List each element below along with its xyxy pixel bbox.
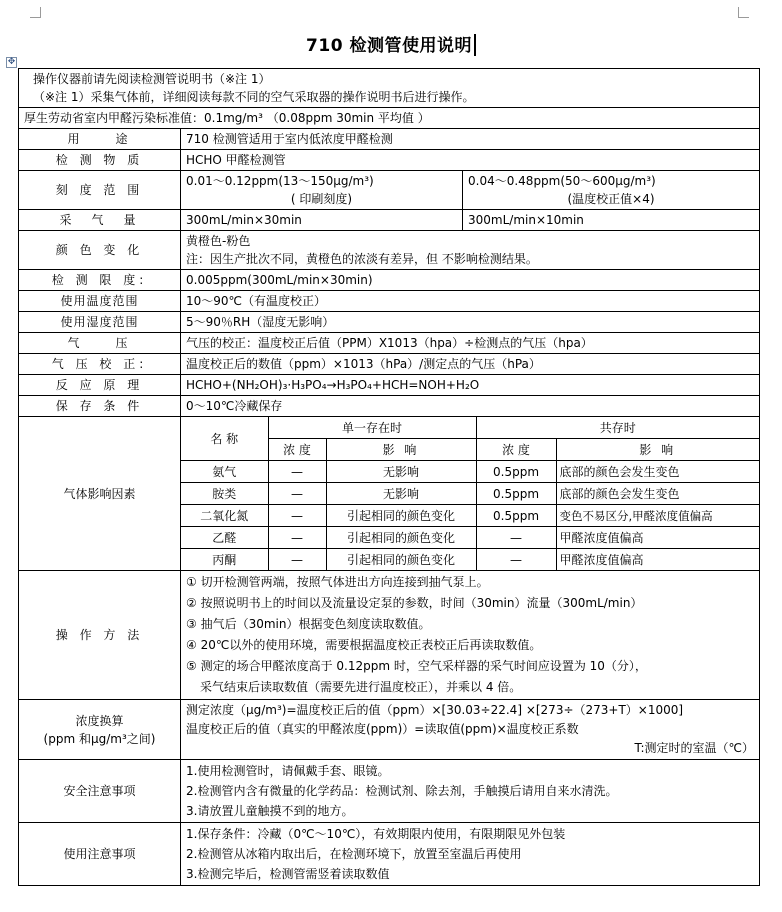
- substance-row: [19, 150, 760, 171]
- range-left-line-2: ( 印刷刻度): [290, 192, 353, 206]
- gas-item-row: [181, 527, 759, 549]
- gas-item-row: [181, 549, 759, 571]
- pressure-correction-label: 气 压 校 正:: [19, 354, 181, 375]
- range-right-line-1: 0.04～0.48ppm(50～600μg/m³): [468, 174, 656, 188]
- operation-step: ④ 20℃以外的使用环境，需要根据温度校正表校正后再读取数值。: [186, 638, 542, 652]
- gas-header-row-2: [181, 439, 759, 461]
- safety-row: [19, 760, 760, 823]
- humidity-value: 5～90％RH（湿度无影响）: [181, 312, 760, 333]
- temp-value: 10～90℃（有温度校正）: [181, 291, 760, 312]
- gas-item-coexist-effect: 甲醛浓度值偏高: [556, 527, 759, 549]
- gas-single-conc-header: 浓 度: [268, 439, 326, 461]
- gas-coexist-effect-header: 影 响: [556, 439, 759, 461]
- gas-item-row: [181, 461, 759, 483]
- pressure-label: 气 压: [19, 333, 181, 354]
- gas-name-header: 名 称: [181, 417, 268, 461]
- gas-item-single-effect: 引起相同的颜色变化: [326, 527, 476, 549]
- pressure-correction-row: [19, 354, 760, 375]
- operation-step: ⑤ 测定的场合甲醛浓度高于 0.12ppm 时，空气采样器的采气时间应设置为 10（分），: [186, 659, 647, 673]
- usage-label: 用 途: [19, 129, 181, 150]
- sampling-left: 300mL/min×30min: [181, 210, 463, 231]
- sampling-right: 300mL/min×10min: [463, 210, 760, 231]
- gas-single-effect-header: 影 响: [326, 439, 476, 461]
- color-line-1: 黄橙色-粉色: [186, 234, 251, 248]
- gas-item-single-conc: —: [268, 461, 326, 483]
- intro-line-1: 操作仪器前请先阅读检测管说明书（※注 1）: [33, 72, 271, 86]
- sampling-label: 采 气 量: [19, 210, 181, 231]
- gas-item-coexist-conc: 0.5ppm: [476, 483, 556, 505]
- humidity-row: [19, 312, 760, 333]
- gas-item-single-conc: —: [268, 549, 326, 571]
- notes-item: 1.保存条件：冷藏（0℃～10℃），有效期限内使用，有限期限见外包装: [186, 827, 566, 841]
- operation-step: ① 切开检测管两端，按照气体进出方向连接到抽气泵上。: [186, 575, 489, 589]
- table-move-handle-icon[interactable]: ✥: [7, 57, 16, 67]
- safety-label: 安全注意事项: [19, 760, 181, 823]
- range-right-line-2: (温度校正值×4): [567, 192, 655, 206]
- page-corner-mark-right: [738, 7, 749, 18]
- substance-value: HCHO 甲醛检测管: [181, 150, 760, 171]
- usage-value: 710 检测管适用于室内低浓度甲醛检测: [181, 129, 760, 150]
- gas-item-single-conc: —: [268, 483, 326, 505]
- operation-label: 操 作 方 法: [19, 571, 181, 700]
- safety-item: 2.检测管内含有微量的化学药品：检测试剂、除去剂，手触摸后请用自来水清洗。: [186, 784, 618, 798]
- gas-item-coexist-effect: 变色不易区分,甲醛浓度值偏高: [556, 505, 759, 527]
- range-left-line-1: 0.01～0.12ppm(13～150μg/m³): [186, 174, 374, 188]
- instruction-table: [18, 68, 760, 886]
- color-label: 颜 色 变 化: [19, 231, 181, 270]
- operation-step-continuation: 采气结束后读取数值（需要先进行温度校正），并乘以 4 倍。: [200, 680, 522, 694]
- gas-item-coexist-conc: —: [476, 549, 556, 571]
- gas-item-single-effect: 引起相同的颜色变化: [326, 505, 476, 527]
- pressure-row: [19, 333, 760, 354]
- title-area: [0, 31, 782, 56]
- pressure-value: 气压的校正：温度校正后值（PPM）X1013（hpa）÷检测点的气压（hpa）: [181, 333, 760, 354]
- sampling-row: [19, 210, 760, 231]
- text-cursor: [474, 34, 476, 56]
- gas-item-single-effect: 无影响: [326, 461, 476, 483]
- gas-item-single-effect: 引起相同的颜色变化: [326, 549, 476, 571]
- gas-item-single-conc: —: [268, 505, 326, 527]
- intro-line-2: （※注 1）采集气体前，详细阅读每款不同的空气采取器的操作说明书后进行操作。: [33, 90, 475, 104]
- color-line-2: 注：因生产批次不同，黄橙色的浓淡有差异，但 不影响检测结果。: [186, 252, 538, 266]
- gas-item-coexist-conc: 0.5ppm: [476, 461, 556, 483]
- gas-item-name: 丙酮: [181, 549, 268, 571]
- intro-row: [19, 69, 760, 108]
- gas-row: [19, 417, 760, 571]
- conversion-formula-1: 测定浓度（μg/m³)=温度校正后的值（ppm）×[30.03÷22.4] ×[273÷（273+T）×1000]: [186, 703, 684, 717]
- usage-row: [19, 129, 760, 150]
- limit-value: 0.005ppm(300mL/min×30min): [181, 270, 760, 291]
- conversion-label: 浓度换算: [75, 713, 124, 728]
- limit-label: 检 测 限 度:: [19, 270, 181, 291]
- range-label: 刻 度 范 围: [19, 171, 181, 210]
- gas-item-name: 二氧化氮: [181, 505, 268, 527]
- gas-single-header: 单一存在时: [268, 417, 476, 439]
- gas-coexist-header: 共存时: [476, 417, 759, 439]
- conversion-row: [19, 700, 760, 760]
- notes-label: 使用注意事项: [19, 823, 181, 886]
- limit-row: [19, 270, 760, 291]
- gas-item-row: [181, 483, 759, 505]
- reaction-label: 反 应 原 理: [19, 375, 181, 396]
- reaction-value: HCHO+(NH₂OH)₃·H₃PO₄→H₃PO₄+HCH=NOH+H₂O: [181, 375, 760, 396]
- operation-step: ③ 抽气后（30min）根据变色刻度读取数值。: [186, 617, 431, 631]
- operation-row: [19, 571, 760, 700]
- standard-row: [19, 108, 760, 129]
- storage-label: 保 存 条 件: [19, 396, 181, 417]
- storage-row: [19, 396, 760, 417]
- range-row: [19, 171, 760, 210]
- gas-item-coexist-conc: —: [476, 527, 556, 549]
- safety-item: 1.使用检测管时，请佩戴手套、眼镜。: [186, 764, 390, 778]
- storage-value: 0～10℃冷藏保存: [181, 396, 760, 417]
- gas-coexist-conc-header: 浓 度: [476, 439, 556, 461]
- gas-header-row-1: [181, 417, 759, 439]
- gas-item-name: 胺类: [181, 483, 268, 505]
- substance-label: 检 测 物 质: [19, 150, 181, 171]
- gas-item-row: [181, 505, 759, 527]
- gas-item-coexist-effect: 底部的颜色会发生变色: [556, 461, 759, 483]
- temp-row: [19, 291, 760, 312]
- notes-item: 3.检测完毕后，检测管需竖着读取数值: [186, 867, 390, 881]
- gas-item-coexist-conc: 0.5ppm: [476, 505, 556, 527]
- gas-item-single-effect: 无影响: [326, 483, 476, 505]
- operation-step: ② 按照说明书上的时间以及流量设定泵的参数，时间（30min）流量（300mL/min）: [186, 596, 643, 610]
- safety-item: 3.请放置儿童触摸不到的地方。: [186, 804, 354, 818]
- gas-item-name: 氨气: [181, 461, 268, 483]
- reaction-row: [19, 375, 760, 396]
- page-corner-mark-left: [30, 7, 41, 18]
- notes-item: 2.检测管从冰箱内取出后，在检测环境下，放置至室温后再使用: [186, 847, 522, 861]
- gas-item-name: 乙醛: [181, 527, 268, 549]
- conversion-sublabel: (ppm 和μg/m³之间): [43, 731, 156, 746]
- conversion-formula-2: 温度校正后的值（真实的甲醛浓度(ppm)）=读取值(ppm)×温度校正系数: [186, 722, 579, 736]
- color-row: [19, 231, 760, 270]
- gas-influence-table: [181, 417, 759, 570]
- notes-row: [19, 823, 760, 886]
- humidity-label: 使用湿度范围: [19, 312, 181, 333]
- gas-label: 气体影响因素: [19, 417, 181, 571]
- document-title: 710 检测管使用说明: [306, 36, 472, 56]
- gas-item-single-conc: —: [268, 527, 326, 549]
- pressure-correction-value: 温度校正后的数值（ppm）×1013（hPa）/测定点的气压（hPa）: [181, 354, 760, 375]
- gas-item-coexist-effect: 甲醛浓度值偏高: [556, 549, 759, 571]
- conversion-note: T:测定时的室温（℃）: [634, 741, 755, 755]
- standard-text: 厚生劳动省室内甲醛污染标准值：0.1mg/m³ （0.08ppm 30min 平均值 ）: [24, 111, 430, 125]
- gas-item-coexist-effect: 底部的颜色会发生变色: [556, 483, 759, 505]
- temp-label: 使用温度范围: [19, 291, 181, 312]
